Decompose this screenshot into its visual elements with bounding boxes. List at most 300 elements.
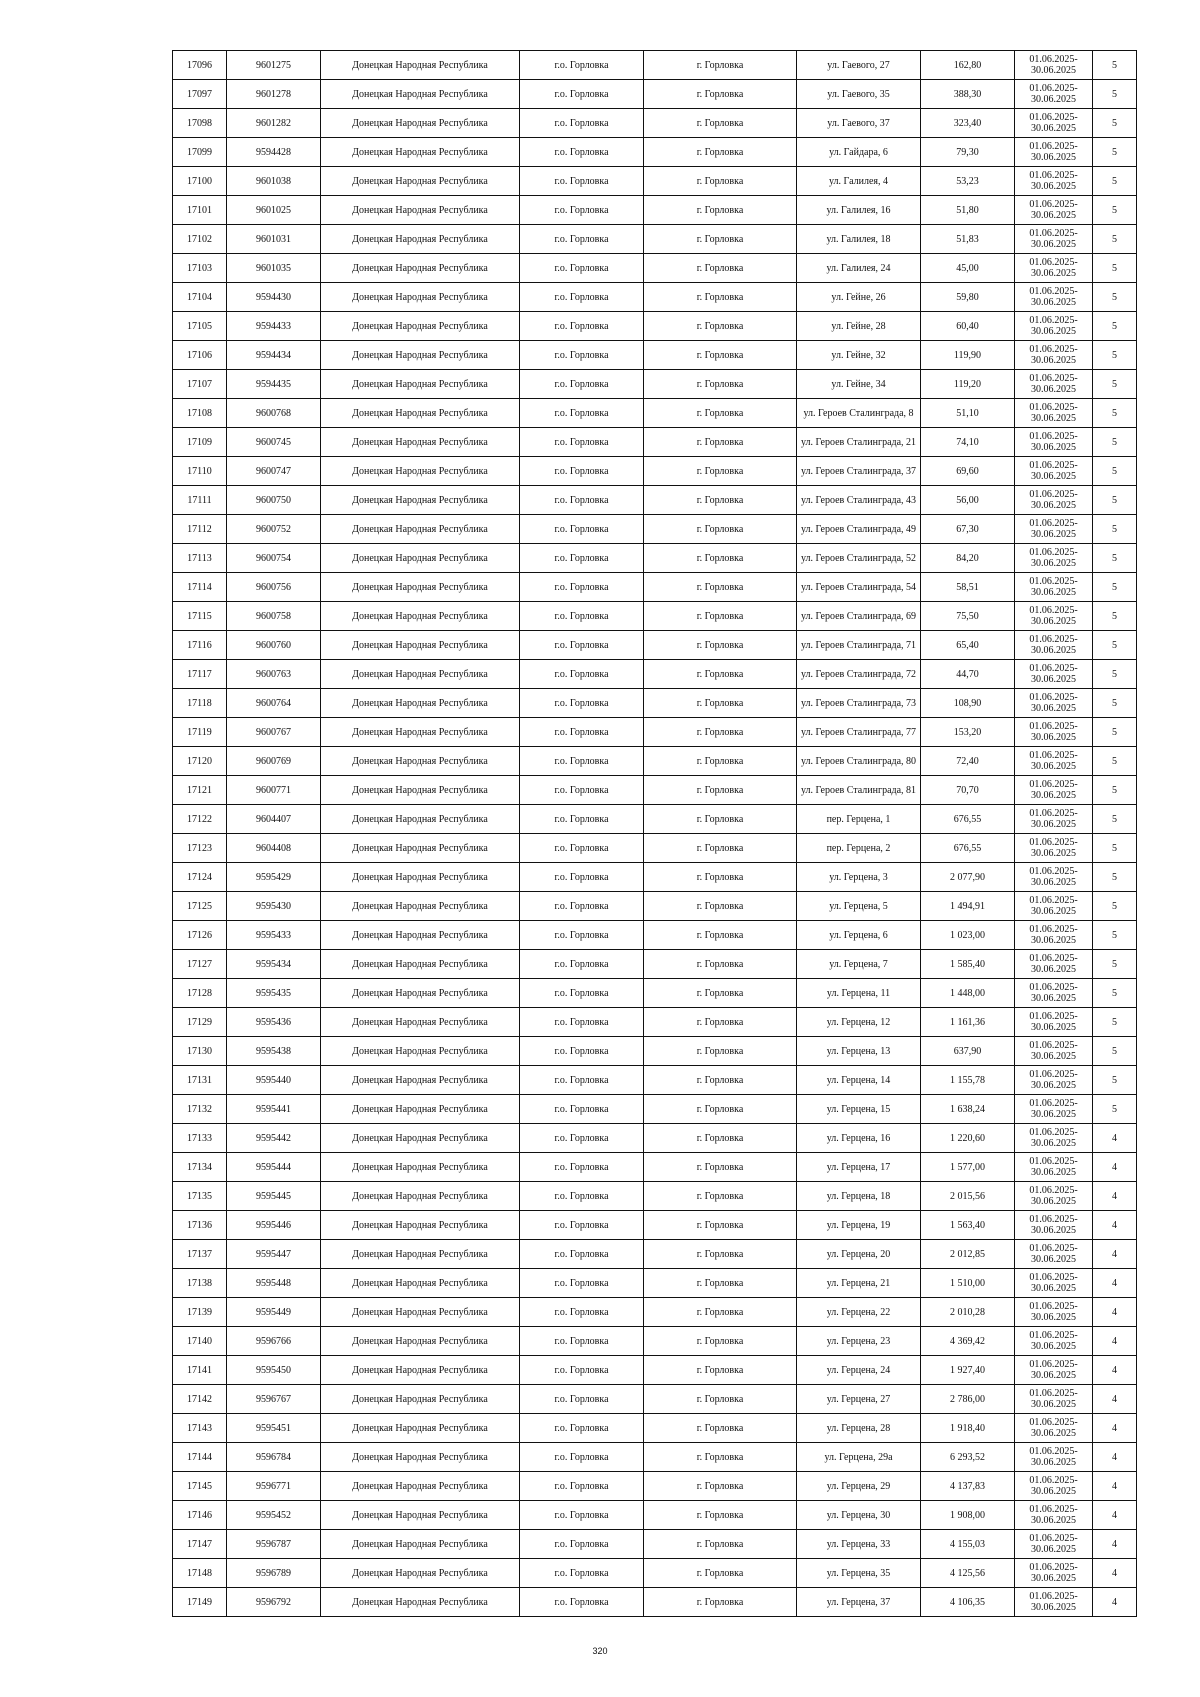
area-cell: 1 494,91: [921, 892, 1015, 921]
table-row: [173, 921, 1137, 950]
row-number: 17109: [173, 428, 227, 457]
value-cell: 4: [1093, 1472, 1137, 1501]
district-cell: г.о. Горловка: [520, 544, 644, 573]
value-cell: 5: [1093, 254, 1137, 283]
area-cell: 4 155,03: [921, 1530, 1015, 1559]
address-cell: ул. Герцена, 19: [797, 1211, 921, 1240]
value-cell: 5: [1093, 486, 1137, 515]
table-row: [173, 573, 1137, 602]
period-cell: 01.06.2025-30.06.2025: [1015, 225, 1093, 254]
city-cell: г. Горловка: [644, 1530, 797, 1559]
address-cell: ул. Гейне, 34: [797, 370, 921, 399]
period-cell: 01.06.2025-30.06.2025: [1015, 747, 1093, 776]
region-cell: Донецкая Народная Республика: [321, 1501, 520, 1530]
city-cell: г. Горловка: [644, 341, 797, 370]
value-cell: 5: [1093, 573, 1137, 602]
table-row: [173, 1240, 1137, 1269]
district-cell: г.о. Горловка: [520, 718, 644, 747]
object-id: 9596787: [227, 1530, 321, 1559]
value-cell: 4: [1093, 1443, 1137, 1472]
table-row: [173, 1385, 1137, 1414]
address-cell: ул. Галилея, 16: [797, 196, 921, 225]
table-row: [173, 1327, 1137, 1356]
district-cell: г.о. Горловка: [520, 1211, 644, 1240]
area-cell: 2 012,85: [921, 1240, 1015, 1269]
row-number: 17104: [173, 283, 227, 312]
address-cell: ул. Галилея, 24: [797, 254, 921, 283]
period-cell: 01.06.2025-30.06.2025: [1015, 428, 1093, 457]
period-cell: 01.06.2025-30.06.2025: [1015, 1182, 1093, 1211]
address-cell: ул. Герцена, 6: [797, 921, 921, 950]
city-cell: г. Горловка: [644, 979, 797, 1008]
value-cell: 4: [1093, 1240, 1137, 1269]
table-row: [173, 457, 1137, 486]
row-number: 17111: [173, 486, 227, 515]
object-id: 9596792: [227, 1588, 321, 1617]
period-cell: 01.06.2025-30.06.2025: [1015, 631, 1093, 660]
city-cell: г. Горловка: [644, 1559, 797, 1588]
value-cell: 5: [1093, 167, 1137, 196]
area-cell: 6 293,52: [921, 1443, 1015, 1472]
value-cell: 5: [1093, 747, 1137, 776]
district-cell: г.о. Горловка: [520, 1008, 644, 1037]
city-cell: г. Горловка: [644, 109, 797, 138]
period-cell: 01.06.2025-30.06.2025: [1015, 1037, 1093, 1066]
table-row: [173, 979, 1137, 1008]
district-cell: г.о. Горловка: [520, 1124, 644, 1153]
address-cell: ул. Героев Сталинграда, 8: [797, 399, 921, 428]
area-cell: 51,83: [921, 225, 1015, 254]
row-number: 17114: [173, 573, 227, 602]
period-cell: 01.06.2025-30.06.2025: [1015, 196, 1093, 225]
area-cell: 59,80: [921, 283, 1015, 312]
period-cell: 01.06.2025-30.06.2025: [1015, 1501, 1093, 1530]
address-cell: ул. Герцена, 27: [797, 1385, 921, 1414]
district-cell: г.о. Горловка: [520, 1182, 644, 1211]
region-cell: Донецкая Народная Республика: [321, 1298, 520, 1327]
region-cell: Донецкая Народная Республика: [321, 921, 520, 950]
address-cell: пер. Герцена, 2: [797, 834, 921, 863]
district-cell: г.о. Горловка: [520, 109, 644, 138]
value-cell: 5: [1093, 689, 1137, 718]
address-cell: ул. Герцена, 24: [797, 1356, 921, 1385]
table-row: [173, 1066, 1137, 1095]
table-row: [173, 1472, 1137, 1501]
row-number: 17123: [173, 834, 227, 863]
period-cell: 01.06.2025-30.06.2025: [1015, 341, 1093, 370]
value-cell: 5: [1093, 225, 1137, 254]
object-id: 9595434: [227, 950, 321, 979]
area-cell: 53,23: [921, 167, 1015, 196]
address-cell: ул. Героев Сталинграда, 43: [797, 486, 921, 515]
address-cell: ул. Гаевого, 35: [797, 80, 921, 109]
row-number: 17110: [173, 457, 227, 486]
period-cell: 01.06.2025-30.06.2025: [1015, 1153, 1093, 1182]
row-number: 17140: [173, 1327, 227, 1356]
table-row: [173, 747, 1137, 776]
region-cell: Донецкая Народная Республика: [321, 1066, 520, 1095]
district-cell: г.о. Горловка: [520, 428, 644, 457]
object-id: 9601025: [227, 196, 321, 225]
value-cell: 5: [1093, 950, 1137, 979]
district-cell: г.о. Горловка: [520, 1559, 644, 1588]
object-id: 9596784: [227, 1443, 321, 1472]
district-cell: г.о. Горловка: [520, 805, 644, 834]
table-row: [173, 1095, 1137, 1124]
object-id: 9595436: [227, 1008, 321, 1037]
table-body: [173, 51, 1137, 1617]
row-number: 17127: [173, 950, 227, 979]
city-cell: г. Горловка: [644, 138, 797, 167]
period-cell: 01.06.2025-30.06.2025: [1015, 515, 1093, 544]
area-cell: 1 448,00: [921, 979, 1015, 1008]
address-cell: ул. Герцена, 14: [797, 1066, 921, 1095]
region-cell: Донецкая Народная Республика: [321, 399, 520, 428]
address-cell: ул. Герцена, 16: [797, 1124, 921, 1153]
city-cell: г. Горловка: [644, 718, 797, 747]
address-cell: ул. Гаевого, 27: [797, 51, 921, 80]
district-cell: г.о. Горловка: [520, 1037, 644, 1066]
region-cell: Донецкая Народная Республика: [321, 950, 520, 979]
row-number: 17116: [173, 631, 227, 660]
city-cell: г. Горловка: [644, 573, 797, 602]
row-number: 17132: [173, 1095, 227, 1124]
row-number: 17137: [173, 1240, 227, 1269]
area-cell: 70,70: [921, 776, 1015, 805]
region-cell: Донецкая Народная Республика: [321, 1269, 520, 1298]
object-id: 9595429: [227, 863, 321, 892]
table-row: [173, 312, 1137, 341]
value-cell: 5: [1093, 1095, 1137, 1124]
address-cell: ул. Герцена, 15: [797, 1095, 921, 1124]
row-number: 17139: [173, 1298, 227, 1327]
city-cell: г. Горловка: [644, 689, 797, 718]
address-cell: ул. Гейне, 32: [797, 341, 921, 370]
object-id: 9600758: [227, 602, 321, 631]
district-cell: г.о. Горловка: [520, 1501, 644, 1530]
city-cell: г. Горловка: [644, 399, 797, 428]
city-cell: г. Горловка: [644, 921, 797, 950]
region-cell: Донецкая Народная Республика: [321, 1472, 520, 1501]
area-cell: 45,00: [921, 254, 1015, 283]
area-cell: 1 510,00: [921, 1269, 1015, 1298]
city-cell: г. Горловка: [644, 1182, 797, 1211]
row-number: 17135: [173, 1182, 227, 1211]
district-cell: г.о. Горловка: [520, 515, 644, 544]
table-row: [173, 109, 1137, 138]
address-cell: ул. Героев Сталинграда, 52: [797, 544, 921, 573]
district-cell: г.о. Горловка: [520, 341, 644, 370]
region-cell: Донецкая Народная Республика: [321, 80, 520, 109]
address-cell: ул. Герцена, 12: [797, 1008, 921, 1037]
address-cell: ул. Герцена, 22: [797, 1298, 921, 1327]
row-number: 17126: [173, 921, 227, 950]
value-cell: 5: [1093, 80, 1137, 109]
period-cell: 01.06.2025-30.06.2025: [1015, 1472, 1093, 1501]
table-row: [173, 254, 1137, 283]
area-cell: 2 010,28: [921, 1298, 1015, 1327]
row-number: 17101: [173, 196, 227, 225]
table-row: [173, 1559, 1137, 1588]
area-cell: 108,90: [921, 689, 1015, 718]
city-cell: г. Горловка: [644, 631, 797, 660]
district-cell: г.о. Горловка: [520, 1095, 644, 1124]
address-cell: ул. Гайдара, 6: [797, 138, 921, 167]
region-cell: Донецкая Народная Республика: [321, 1211, 520, 1240]
address-cell: ул. Галилея, 18: [797, 225, 921, 254]
address-cell: ул. Герцена, 33: [797, 1530, 921, 1559]
period-cell: 01.06.2025-30.06.2025: [1015, 921, 1093, 950]
district-cell: г.о. Горловка: [520, 1414, 644, 1443]
city-cell: г. Горловка: [644, 776, 797, 805]
area-cell: 162,80: [921, 51, 1015, 80]
area-cell: 1 161,36: [921, 1008, 1015, 1037]
area-cell: 74,10: [921, 428, 1015, 457]
value-cell: 5: [1093, 979, 1137, 1008]
area-cell: 119,20: [921, 370, 1015, 399]
address-cell: ул. Героев Сталинграда, 77: [797, 718, 921, 747]
region-cell: Донецкая Народная Республика: [321, 1588, 520, 1617]
period-cell: 01.06.2025-30.06.2025: [1015, 602, 1093, 631]
period-cell: 01.06.2025-30.06.2025: [1015, 892, 1093, 921]
region-cell: Донецкая Народная Республика: [321, 428, 520, 457]
table-row: [173, 660, 1137, 689]
table-row: [173, 1588, 1137, 1617]
region-cell: Донецкая Народная Республика: [321, 892, 520, 921]
region-cell: Донецкая Народная Республика: [321, 1559, 520, 1588]
value-cell: 5: [1093, 544, 1137, 573]
row-number: 17100: [173, 167, 227, 196]
region-cell: Донецкая Народная Республика: [321, 486, 520, 515]
address-cell: ул. Герцена, 13: [797, 1037, 921, 1066]
area-cell: 4 369,42: [921, 1327, 1015, 1356]
object-id: 9601031: [227, 225, 321, 254]
value-cell: 4: [1093, 1182, 1137, 1211]
table-row: [173, 1269, 1137, 1298]
object-id: 9595447: [227, 1240, 321, 1269]
value-cell: 4: [1093, 1530, 1137, 1559]
city-cell: г. Горловка: [644, 312, 797, 341]
object-id: 9600769: [227, 747, 321, 776]
area-cell: 2 015,56: [921, 1182, 1015, 1211]
period-cell: 01.06.2025-30.06.2025: [1015, 254, 1093, 283]
period-cell: 01.06.2025-30.06.2025: [1015, 1211, 1093, 1240]
region-cell: Донецкая Народная Республика: [321, 747, 520, 776]
city-cell: г. Горловка: [644, 1443, 797, 1472]
city-cell: г. Горловка: [644, 544, 797, 573]
period-cell: 01.06.2025-30.06.2025: [1015, 486, 1093, 515]
district-cell: г.о. Горловка: [520, 1066, 644, 1095]
city-cell: г. Горловка: [644, 1472, 797, 1501]
district-cell: г.о. Горловка: [520, 486, 644, 515]
area-cell: 2 786,00: [921, 1385, 1015, 1414]
period-cell: 01.06.2025-30.06.2025: [1015, 51, 1093, 80]
table-row: [173, 863, 1137, 892]
object-id: 9600767: [227, 718, 321, 747]
period-cell: 01.06.2025-30.06.2025: [1015, 1356, 1093, 1385]
value-cell: 4: [1093, 1124, 1137, 1153]
value-cell: 4: [1093, 1211, 1137, 1240]
period-cell: 01.06.2025-30.06.2025: [1015, 1298, 1093, 1327]
object-id: 9604407: [227, 805, 321, 834]
object-id: 9595448: [227, 1269, 321, 1298]
table-row: [173, 631, 1137, 660]
row-number: 17117: [173, 660, 227, 689]
address-cell: ул. Герцена, 5: [797, 892, 921, 921]
area-cell: 323,40: [921, 109, 1015, 138]
city-cell: г. Горловка: [644, 428, 797, 457]
value-cell: 5: [1093, 718, 1137, 747]
district-cell: г.о. Горловка: [520, 167, 644, 196]
table-row: [173, 1037, 1137, 1066]
object-id: 9595451: [227, 1414, 321, 1443]
row-number: 17121: [173, 776, 227, 805]
object-id: 9594434: [227, 341, 321, 370]
area-cell: 67,30: [921, 515, 1015, 544]
table-row: [173, 486, 1137, 515]
city-cell: г. Горловка: [644, 515, 797, 544]
region-cell: Донецкая Народная Республика: [321, 631, 520, 660]
period-cell: 01.06.2025-30.06.2025: [1015, 138, 1093, 167]
area-cell: 676,55: [921, 805, 1015, 834]
value-cell: 5: [1093, 283, 1137, 312]
region-cell: Донецкая Народная Республика: [321, 805, 520, 834]
row-number: 17141: [173, 1356, 227, 1385]
city-cell: г. Горловка: [644, 863, 797, 892]
city-cell: г. Горловка: [644, 167, 797, 196]
row-number: 17144: [173, 1443, 227, 1472]
region-cell: Донецкая Народная Республика: [321, 109, 520, 138]
table-row: [173, 718, 1137, 747]
table-row: [173, 805, 1137, 834]
object-id: 9600768: [227, 399, 321, 428]
district-cell: г.о. Горловка: [520, 80, 644, 109]
object-id: 9595445: [227, 1182, 321, 1211]
region-cell: Донецкая Народная Республика: [321, 515, 520, 544]
address-cell: ул. Гейне, 28: [797, 312, 921, 341]
area-cell: 1 918,40: [921, 1414, 1015, 1443]
city-cell: г. Горловка: [644, 660, 797, 689]
table-row: [173, 80, 1137, 109]
district-cell: г.о. Горловка: [520, 196, 644, 225]
value-cell: 5: [1093, 834, 1137, 863]
value-cell: 4: [1093, 1588, 1137, 1617]
region-cell: Донецкая Народная Республика: [321, 1240, 520, 1269]
table-row: [173, 892, 1137, 921]
value-cell: 5: [1093, 51, 1137, 80]
row-number: 17112: [173, 515, 227, 544]
district-cell: г.о. Горловка: [520, 254, 644, 283]
district-cell: г.о. Горловка: [520, 602, 644, 631]
region-cell: Донецкая Народная Республика: [321, 138, 520, 167]
region-cell: Донецкая Народная Республика: [321, 776, 520, 805]
region-cell: Донецкая Народная Республика: [321, 1153, 520, 1182]
table-row: [173, 225, 1137, 254]
city-cell: г. Горловка: [644, 457, 797, 486]
area-cell: 51,10: [921, 399, 1015, 428]
period-cell: 01.06.2025-30.06.2025: [1015, 312, 1093, 341]
area-cell: 84,20: [921, 544, 1015, 573]
row-number: 17099: [173, 138, 227, 167]
address-cell: ул. Героев Сталинграда, 73: [797, 689, 921, 718]
value-cell: 5: [1093, 515, 1137, 544]
period-cell: 01.06.2025-30.06.2025: [1015, 167, 1093, 196]
district-cell: г.о. Горловка: [520, 1385, 644, 1414]
city-cell: г. Горловка: [644, 892, 797, 921]
region-cell: Донецкая Народная Республика: [321, 1356, 520, 1385]
object-id: 9595438: [227, 1037, 321, 1066]
city-cell: г. Горловка: [644, 51, 797, 80]
row-number: 17108: [173, 399, 227, 428]
object-id: 9596766: [227, 1327, 321, 1356]
row-number: 17131: [173, 1066, 227, 1095]
period-cell: 01.06.2025-30.06.2025: [1015, 776, 1093, 805]
district-cell: г.о. Горловка: [520, 1530, 644, 1559]
object-id: 9596789: [227, 1559, 321, 1588]
district-cell: г.о. Горловка: [520, 1153, 644, 1182]
district-cell: г.о. Горловка: [520, 689, 644, 718]
region-cell: Донецкая Народная Республика: [321, 1327, 520, 1356]
row-number: 17142: [173, 1385, 227, 1414]
district-cell: г.о. Горловка: [520, 283, 644, 312]
city-cell: г. Горловка: [644, 1385, 797, 1414]
period-cell: 01.06.2025-30.06.2025: [1015, 1327, 1093, 1356]
address-cell: ул. Герцена, 11: [797, 979, 921, 1008]
table-row: [173, 1443, 1137, 1472]
value-cell: 5: [1093, 109, 1137, 138]
row-number: 17146: [173, 1501, 227, 1530]
district-cell: г.о. Горловка: [520, 747, 644, 776]
object-id: 9601275: [227, 51, 321, 80]
table-row: [173, 1298, 1137, 1327]
address-cell: ул. Гаевого, 37: [797, 109, 921, 138]
city-cell: г. Горловка: [644, 283, 797, 312]
district-cell: г.о. Горловка: [520, 573, 644, 602]
area-cell: 119,90: [921, 341, 1015, 370]
table-row: [173, 138, 1137, 167]
district-cell: г.о. Горловка: [520, 631, 644, 660]
period-cell: 01.06.2025-30.06.2025: [1015, 1414, 1093, 1443]
row-number: 17124: [173, 863, 227, 892]
row-number: 17145: [173, 1472, 227, 1501]
district-cell: г.о. Горловка: [520, 1472, 644, 1501]
period-cell: 01.06.2025-30.06.2025: [1015, 1269, 1093, 1298]
table-row: [173, 1211, 1137, 1240]
period-cell: 01.06.2025-30.06.2025: [1015, 1530, 1093, 1559]
table-row: [173, 1124, 1137, 1153]
row-number: 17149: [173, 1588, 227, 1617]
object-id: 9594430: [227, 283, 321, 312]
row-number: 17129: [173, 1008, 227, 1037]
object-id: 9604408: [227, 834, 321, 863]
row-number: 17134: [173, 1153, 227, 1182]
district-cell: г.о. Горловка: [520, 1356, 644, 1385]
table-row: [173, 602, 1137, 631]
city-cell: г. Горловка: [644, 1211, 797, 1240]
area-cell: 1 908,00: [921, 1501, 1015, 1530]
period-cell: 01.06.2025-30.06.2025: [1015, 1385, 1093, 1414]
area-cell: 72,40: [921, 747, 1015, 776]
area-cell: 1 563,40: [921, 1211, 1015, 1240]
table-row: [173, 51, 1137, 80]
region-cell: Донецкая Народная Республика: [321, 312, 520, 341]
object-id: 9600760: [227, 631, 321, 660]
table-row: [173, 428, 1137, 457]
period-cell: 01.06.2025-30.06.2025: [1015, 457, 1093, 486]
object-id: 9601282: [227, 109, 321, 138]
period-cell: 01.06.2025-30.06.2025: [1015, 979, 1093, 1008]
table-row: [173, 689, 1137, 718]
